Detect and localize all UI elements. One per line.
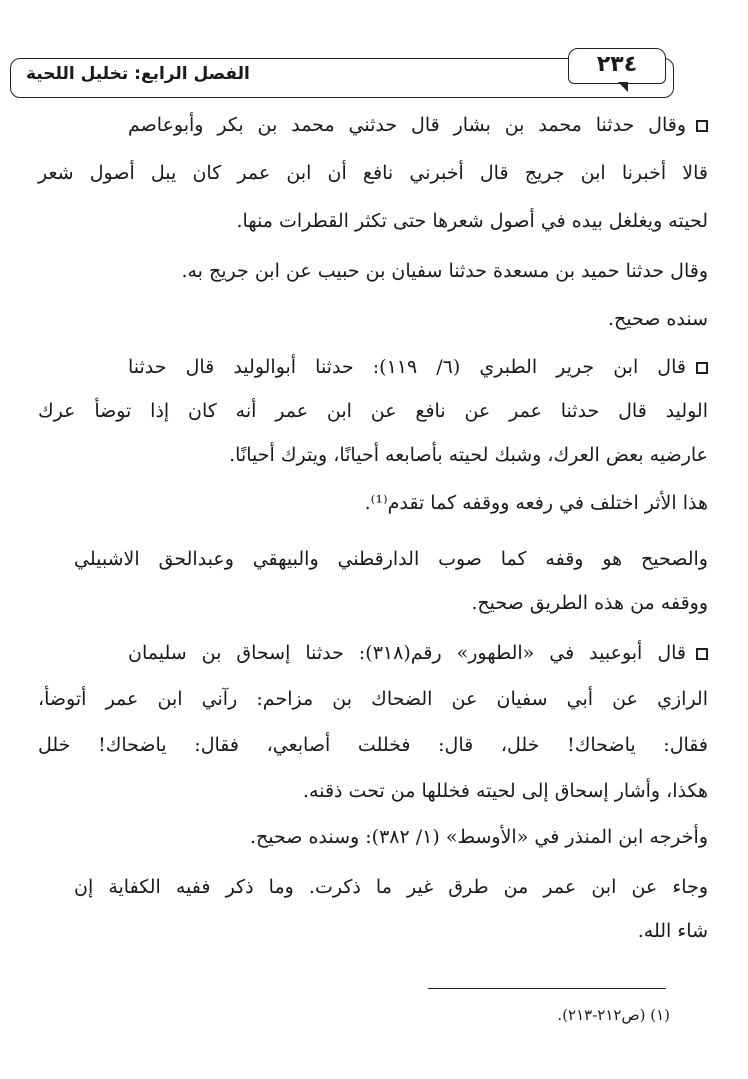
text-line: وقال حدثنا محمد بن بشار قال حدثني محمد بن بكر وأبوعاصم xyxy=(128,114,708,136)
text-line: قال ابن جرير الطبري (٦/ ١١٩): حدثنا أبوالوليد قال حدثنا xyxy=(128,356,708,378)
text-line: فقال: ياضحاك! خلل، قال: فخللت أصابعي، فقال: ياضحاك! خلل xyxy=(38,734,708,756)
page-number-tab-decoration xyxy=(618,82,628,92)
text-line: الرازي عن أبي سفيان عن الضحاك بن مزاحم: رآني ابن عمر أتوضأ، xyxy=(38,688,708,710)
text-line: قال أبوعبيد في «الطهور» رقم(٣١٨): حدثنا إسحاق بن سليمان xyxy=(128,642,708,664)
text-line: سنده صحيح. xyxy=(607,308,708,330)
text-line: شاء الله. xyxy=(637,920,708,942)
text-line: قالا أخبرنا ابن جريج قال أخبرني نافع أن ابن عمر كان يبل أصول شعر xyxy=(38,162,708,184)
text-line: ووقفه من هذه الطريق صحيح. xyxy=(471,592,708,614)
chapter-title: الفصل الرابع: تخليل اللحية xyxy=(26,64,250,84)
checkbox-square-icon xyxy=(696,648,708,660)
text-line: والصحيح هو وقفه كما صوب الدارقطني والبيهقي وعبدالحق الاشبيلي xyxy=(74,548,708,570)
text-line: الوليد قال حدثنا عمر عن نافع عن ابن عمر أنه كان إذا توضأ عرك xyxy=(38,400,708,422)
text-line: وأخرجه ابن المنذر في «الأوسط» (١/ ٣٨٢): وسنده صحيح. xyxy=(250,826,708,848)
footnote-divider xyxy=(428,988,666,989)
checkbox-square-icon xyxy=(696,120,708,132)
text-line: هكذا، وأشار إسحاق إلى لحيته فخللها من تحت ذقنه. xyxy=(303,780,708,802)
text-line: وجاء عن ابن عمر من طرق غير ما ذكرت. وما ذكر ففيه الكفاية إن xyxy=(74,876,708,898)
text-line: هذا الأثر اختلف في رفعه ووقفه كما تقدم⁽¹⁾. xyxy=(364,492,708,514)
text-line: لحيته ويغلغل بيده في أصول شعرها حتى تكثر القطرات منها. xyxy=(236,210,708,232)
footnote: (١) (ص٢١٢-٢١٣). xyxy=(557,1006,670,1024)
text-line: عارضيه بعض العرك، وشبك لحيته بأصابعه أحيانًا، ويترك أحيانًا. xyxy=(229,444,708,466)
page-number: ٢٣٤ xyxy=(568,48,666,84)
checkbox-square-icon xyxy=(696,362,708,374)
text-line: وقال حدثنا حميد بن مسعدة حدثنا سفيان بن حبيب عن ابن جريج به. xyxy=(181,260,708,282)
